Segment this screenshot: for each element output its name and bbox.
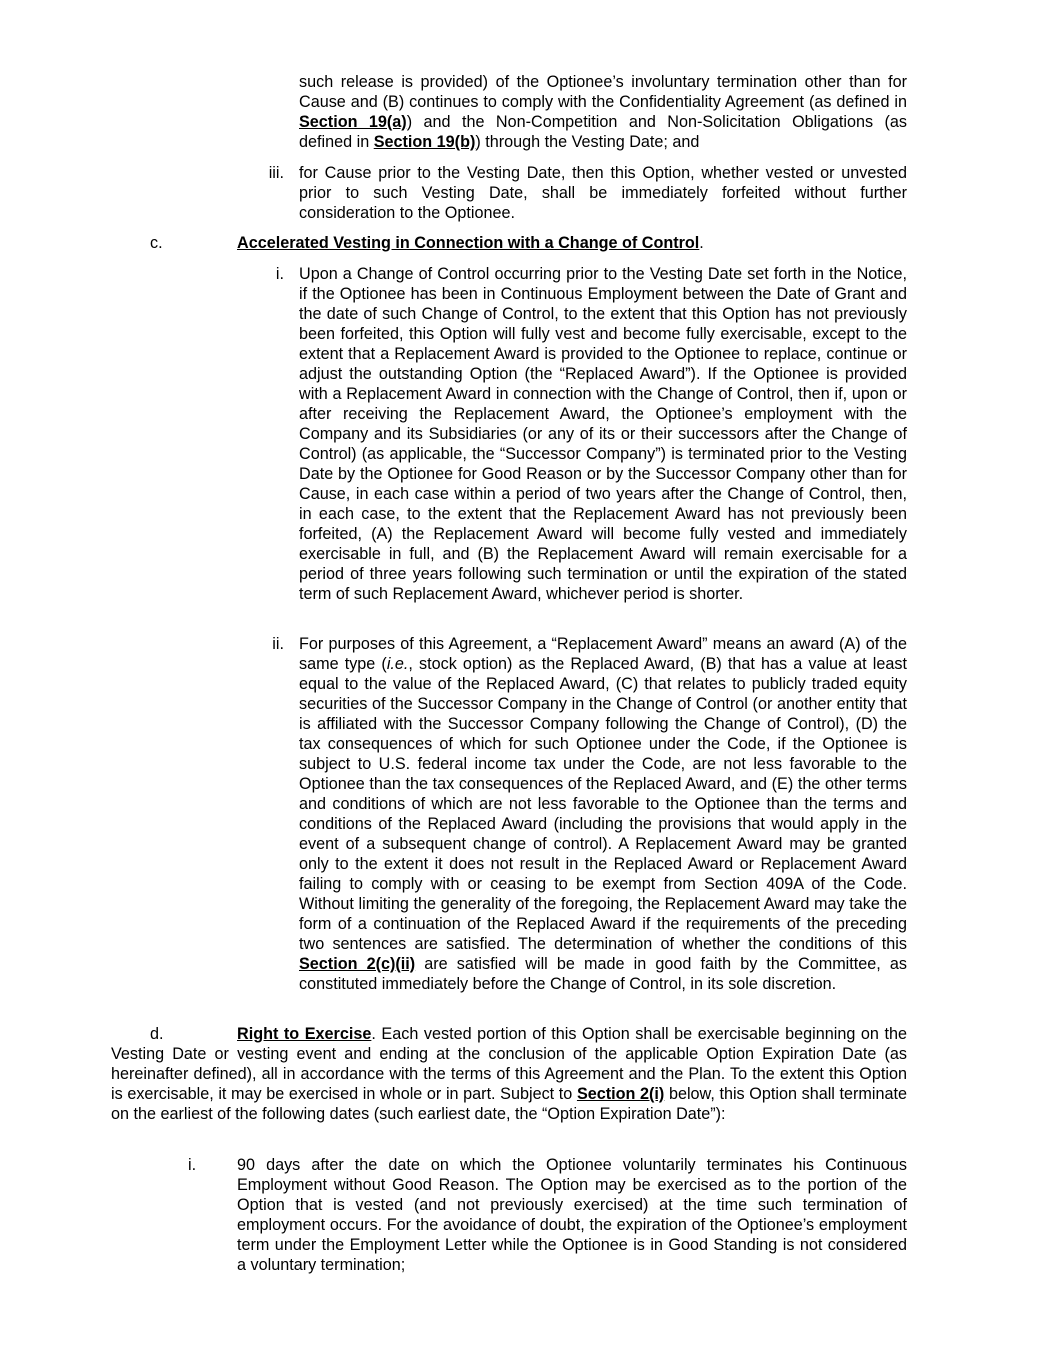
item-c-ii-text-3: are satisfied will be made in good faith by the Committee, as constituted immediately before the Change of Control, in its sole discretion. <box>299 955 907 993</box>
section-2i-reference: Section 2(i) <box>576 1085 665 1103</box>
section-19a-reference: Section 19(a) <box>299 113 407 131</box>
section-c-heading-end: . <box>699 234 704 252</box>
item-b-ii-text-3: ) through the Vesting Date; and <box>475 133 700 151</box>
item-b-ii-continuation <box>299 72 907 152</box>
section-c-heading <box>237 233 907 253</box>
item-b-iii-text: for Cause prior to the Vesting Date, then this Option, whether vested or unvested prior to such Vesting Date, shall be immediately forfeited without further consideration to the Optionee. <box>299 164 907 222</box>
item-c-ii-text-2: , stock option) as the Replaced Award, (B) that has a value at least equal to the value of the Replaced Award, (C) that relates to publicly traded equity securities of the Successor Company in the Change of Control (or another entity that is affiliated with the Successor Company following the Change of Control), (D) the tax consequences of which for such Optionee under the Code, if the Optionee is subject to U.S. federal income tax under the Code, are not less favorable to the Optionee than the tax consequences of the Replaced Award, and (E) the other terms and conditions of which are not less favorable to the Optionee than the terms and conditions of the Replaced Award (including the provisions that would apply in the event of a subsequent change of control). A Replacement Award may be granted only to the extent it does not result in the Replaced Award or Replacement Award failing to comply with or ceasing to be exempt from Section 409A of the Code. Without limiting the generality of the foregoing, the Replacement Award may take the form of a continuation of the Replaced Award if the requirements of the preceding two sentences are satisfied. The determination of whether the conditions of this <box>299 655 907 953</box>
item-b-ii-text-2: ) and the Non-Competition and Non-Solicitation Obligations (as defined in <box>299 113 907 151</box>
section-d-heading: Right to Exercise <box>237 1025 372 1043</box>
item-c-i-text: Upon a Change of Control occurring prior to the Vesting Date set forth in the Notice, if the Optionee has been in Continuous Employment between the Date of Grant and the date of such Change of Control, to the extent that this Option has not previously been forfeited, this Option will fully vest and become fully exercisable, except to the extent that a Replacement Award is provided to the Optionee to replace, continue or adjust the outstanding Option (the “Replaced Award”). If the Optionee is provided with a Replacement Award in connection with the Change of Control, then if, upon or after receiving the Replacement Award, the Optionee’s employment with the Company and its Subsidiaries (or any of its or their successors after the Change of Control) (as applicable, the “Successor Company”) is terminated prior to the Vesting Date by the Optionee for Good Reason or by the Successor Company other than for Cause, in each case within a period of two years after the Change of Control, then, in each case, to the extent that the Replacement Award has not previously been forfeited, (A) the Replacement Award will become fully vested and immediately exercisable in full, and (B) the Replacement Award will remain exercisable for a period of three years following such termination or until the expiration of the stated term of such Replacement Award, whichever period is shorter. <box>299 265 907 603</box>
section-d-paragraph <box>111 1024 907 1124</box>
section-d-label: d. <box>150 1025 164 1043</box>
item-d-i-text: 90 days after the date on which the Optionee voluntarily terminates his Continuous Employment without Good Reason. The Option may be exercised as to the portion of the Option that is vested (and not previously exercised) at the time such termination of employment occurs. For the avoidance of doubt, the expiration of the Optionee’s employment term under the Employment Letter while the Optionee is in Good Standing is not considered a voluntary termination; <box>237 1156 907 1274</box>
section-2cii-reference: Section 2(c)(ii) <box>299 955 416 973</box>
item-c-ii-ie: i.e. <box>386 655 409 673</box>
item-c-i-label: i. <box>275 265 284 283</box>
item-c-ii-text-1: For purposes of this Agreement, a “Replacement Award” means an award (A) of the same type ( <box>299 635 907 673</box>
section-19b-reference: Section 19(b) <box>373 133 476 151</box>
section-d-text-2: below, this Option shall terminate on the earliest of the following dates (such earliest date, the “Option Expiration Date”): <box>111 1085 907 1123</box>
section-d-text-1: . Each vested portion of this Option shall be exercisable beginning on the Vesting Date or vesting event and ending at the conclusion of the applicable Option Expiration Date (as hereinafter defined), all in accordance with the terms of this Agreement and the Plan. To the extent this Option is exercisable, it may be exercised in whole or in part. Subject to <box>111 1025 907 1103</box>
item-c-ii-label: ii. <box>272 635 284 653</box>
section-c-label: c. <box>150 234 163 252</box>
item-d-i-label: i. <box>188 1156 197 1174</box>
item-b-ii-text-1: such release is provided) of the Optionee’s involuntary termination other than for Cause and (B) continues to comply with the Confidentiality Agreement (as defined in <box>299 73 907 111</box>
section-c-heading-text: Accelerated Vesting in Connection with a Change of Control <box>237 234 700 252</box>
item-b-iii-label: iii. <box>268 164 284 182</box>
item-c-ii-text <box>299 634 907 994</box>
